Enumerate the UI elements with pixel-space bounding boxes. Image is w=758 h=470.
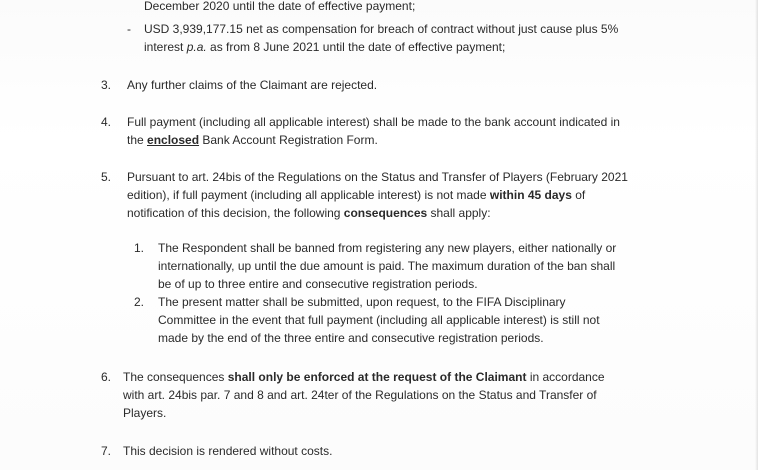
sub-item-2-number: 2.: [134, 295, 145, 309]
item-4-line-2-bold: enclosed: [147, 133, 200, 147]
bullet-line-1: USD 3,939,177.15 net as compensation for breach of contract without just cause plus 5%: [144, 22, 619, 36]
sub-item-1-line-3: be of up to three entire and consecutive registration periods.: [158, 277, 478, 291]
item-5-line-3-pre: notification of this decision, the following: [127, 206, 344, 220]
item-4-line-2-pre: the: [127, 133, 148, 147]
item-4-number: 4.: [101, 115, 112, 129]
sub-item-1-line-2: internationally, up until the due amount is paid. The maximum duration of the ban shall: [158, 259, 616, 273]
item-4-line-1: Full payment (including all applicable interest) shall be made to the bank account indicated in: [127, 115, 620, 129]
item-6-line-1-post: in accordance: [526, 370, 605, 384]
item-5-line-2-bold: within 45 days: [489, 188, 572, 202]
item-6-number: 6.: [101, 370, 112, 384]
item-6-line-1-pre: The consequences: [123, 370, 228, 384]
item-6-line-1-bold: shall only be enforced at the request of the Claimant: [227, 370, 527, 384]
item-4-line-2-post: Bank Account Registration Form.: [199, 133, 378, 147]
bullet-line-2-pre: interest: [144, 40, 187, 54]
item-6-line-2: with art. 24bis par. 7 and 8 and art. 24ter of the Regulations on the Status and Transfer of: [123, 388, 597, 402]
item-5-line-2: [127, 187, 585, 204]
sub-item-1-line-1: The Respondent shall be banned from registering any new players, either nationally or: [158, 241, 617, 255]
item-5-line-2-pre: edition), if full payment (including all applicable interest) is not made: [127, 188, 490, 202]
sub-item-1-number: 1.: [134, 241, 145, 255]
item-5-number: 5.: [101, 170, 112, 184]
item-5-line-3-bold: consequences: [343, 206, 428, 220]
sub-item-2-line-3: made by the end of the three entire and consecutive registration periods.: [158, 331, 544, 345]
bullet-line-2-post: as from 8 June 2021 until the date of effective payment;: [206, 40, 506, 54]
item-5-line-3-post: shall apply:: [427, 206, 491, 220]
bullet-dash: -: [127, 22, 131, 36]
item-4-line-2: [127, 132, 378, 149]
item-6-line-1: [123, 369, 605, 386]
item-3-text: Any further claims of the Claimant are rejected.: [127, 78, 378, 92]
bullet-line-2: [144, 39, 505, 56]
item-5-line-1: Pursuant to art. 24bis of the Regulations on the Status and Transfer of Players (February 2021: [127, 170, 628, 184]
item-6-line-3: Players.: [123, 406, 167, 420]
continuation-line: December 2020 until the date of effective payment;: [144, 0, 416, 13]
bullet-line-2-italic: p.a.: [186, 40, 207, 54]
item-7-number: 7.: [101, 444, 112, 458]
item-5-line-2-post: of: [571, 188, 586, 202]
item-3-number: 3.: [101, 78, 112, 92]
item-7-text: This decision is rendered without costs.: [123, 444, 333, 458]
sub-item-2-line-1: The present matter shall be submitted, upon request, to the FIFA Disciplinary: [158, 295, 566, 309]
sub-item-2-line-2: Committee in the event that full payment (including all applicable interest) is still not: [158, 313, 600, 327]
item-5-line-3: [127, 205, 491, 222]
